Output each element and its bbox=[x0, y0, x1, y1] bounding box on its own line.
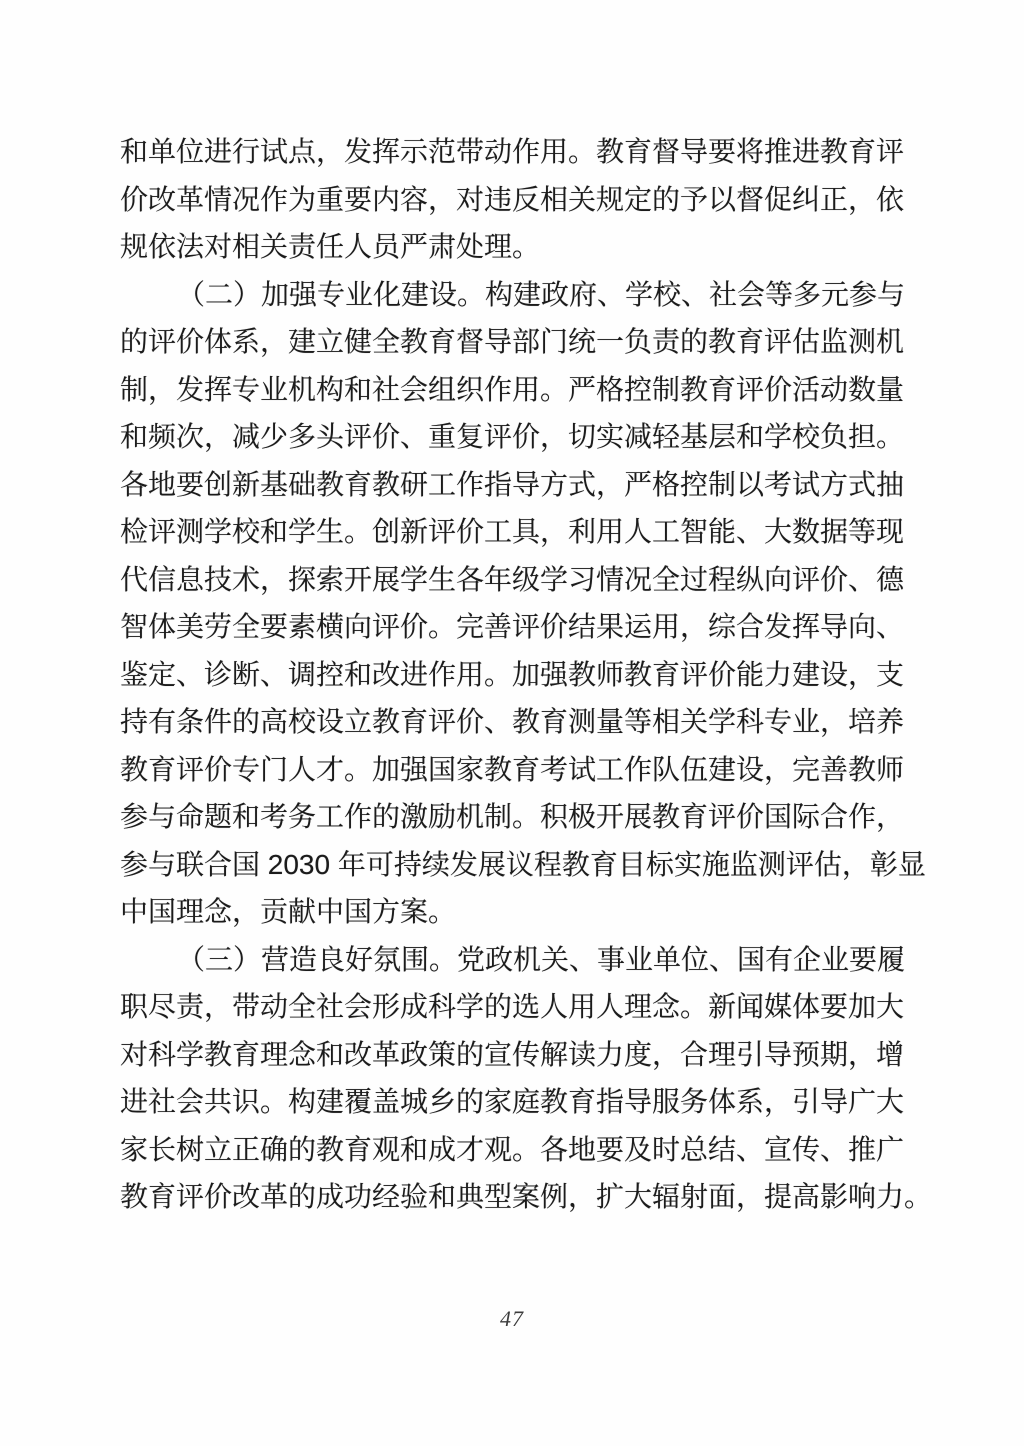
text-line: （二）加强专业化建设。构建政府、学校、社会等多元参与 bbox=[177, 278, 906, 310]
text-line: 制，发挥专业机构和社会组织作用。严格控制教育评价活动数量 bbox=[120, 373, 905, 405]
text-line: （三）营造良好氛围。党政机关、事业单位、国有企业要履 bbox=[177, 943, 906, 975]
text-line: 检评测学校和学生。创新评价工具，利用人工智能、大数据等现 bbox=[120, 516, 905, 547]
text-line: 持有条件的高校设立教育评价、教育测量等相关学科专业，培养 bbox=[120, 706, 905, 737]
text-line: 职尽责，带动全社会形成科学的选人用人理念。新闻媒体要加大 bbox=[120, 991, 905, 1022]
text-line: 和频次，减少多头评价、重复评价，切实减轻基层和学校负担。 bbox=[120, 421, 905, 452]
text-line: 价改革情况作为重要内容，对违反相关规定的予以督促纠正，依 bbox=[120, 183, 905, 215]
text-line: 和单位进行试点，发挥示范带动作用。教育督导要将推进教育评 bbox=[120, 136, 905, 167]
text-line: 进社会共识。构建覆盖城乡的家庭教育指导服务体系，引导广大 bbox=[120, 1086, 905, 1117]
page-footer bbox=[0, 1306, 1024, 1332]
text-line: 的评价体系，建立健全教育督导部门统一负责的教育评估监测机 bbox=[120, 326, 905, 357]
text-line: 鉴定、诊断、调控和改进作用。加强教师教育评价能力建设，支 bbox=[120, 658, 905, 690]
page-number: 47 bbox=[500, 1306, 524, 1331]
text-line: 家长树立正确的教育观和成才观。各地要及时总结、宣传、推广 bbox=[120, 1133, 905, 1165]
text-line: 参与命题和考务工作的激励机制。积极开展教育评价国际合作， bbox=[120, 801, 905, 832]
text-line: 对科学教育理念和改革政策的宣传解读力度，合理引导预期，增 bbox=[120, 1038, 905, 1070]
text-line: 教育评价专门人才。加强国家教育考试工作队伍建设，完善教师 bbox=[120, 753, 905, 785]
text-line: 智体美劳全要素横向评价。完善评价结果运用，综合发挥导向、 bbox=[120, 611, 905, 642]
text-line: 教育评价改革的成功经验和典型案例，扩大辐射面，提高影响力。 bbox=[120, 1181, 933, 1212]
text-line: 规依法对相关责任人员严肃处理。 bbox=[120, 231, 541, 262]
text-line: 各地要创新基础教育教研工作指导方式，严格控制以考试方式抽 bbox=[120, 468, 905, 500]
text-line: 代信息技术，探索开展学生各年级学习情况全过程纵向评价、德 bbox=[120, 563, 905, 595]
text-line: 参与联合国 2030 年可持续发展议程教育目标实施监测评估，彰显 bbox=[120, 848, 926, 880]
document-body bbox=[120, 128, 933, 1221]
text-line: 中国理念，贡献中国方案。 bbox=[120, 896, 457, 927]
